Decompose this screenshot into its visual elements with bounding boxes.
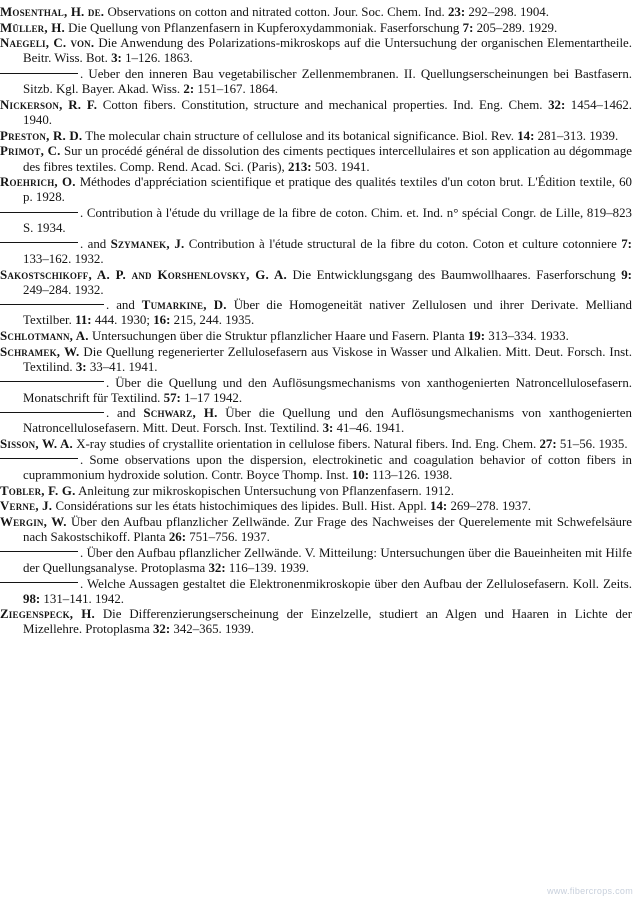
reference-volume: 16:	[153, 313, 171, 328]
reference-entry	[0, 268, 632, 298]
reference-pages: 751–756. 1937.	[189, 530, 270, 545]
reference-author: Primot, C.	[0, 144, 61, 159]
reference-coauthor: Szymanek, J.	[110, 236, 185, 251]
reference-author: Roehrich, O.	[0, 175, 76, 190]
reference-volume: 213:	[287, 159, 312, 174]
reference-entry: . Contribution à l'étude du vrillage de la fibre de coton. Chim. et. Ind. n° spécial Congr. de Lille, 819–823 S. 1934.	[0, 206, 632, 236]
reference-entry: . and Schwarz, H. Über die Quellung und den Auflösungsmechanisms von xanthogenierten Natroncellulosefasern. Mitt. Deut. Forsch. Inst. Textilind. 3: 41–46. 1941.	[0, 406, 632, 436]
reference-author: Verne, J.	[0, 499, 53, 514]
reference-text: Die Differenzierungserscheinung der Einzelzelle, studiert an Algen und Haaren in Lichte der Mizellehre. Protoplasma	[23, 607, 632, 637]
reference-entry: . and Tumarkine, D. Über die Homogeneität nativer Zellulosen und ihrer Derivate. Melliand Textilber. 11: 444. 1930; 16: 215, 244. 1935.	[0, 298, 632, 328]
reference-entry	[0, 175, 632, 205]
reference-volume: 14:	[430, 499, 448, 514]
reference-volume: 7:	[462, 20, 474, 35]
reference-pages: 151–167. 1864.	[197, 82, 278, 97]
reference-pages: 113–126. 1938.	[372, 467, 453, 482]
ditto-dash	[0, 412, 104, 413]
reference-volume: 98:	[23, 591, 41, 606]
reference-volume: 10:	[351, 467, 370, 482]
reference-author: Ziegenspeck, H.	[0, 607, 95, 622]
ditto-dash	[0, 582, 78, 583]
reference-author: Tobler, F. G.	[0, 483, 76, 498]
reference-entry	[0, 129, 632, 144]
reference-volume: 7:	[621, 236, 632, 251]
reference-entry	[0, 5, 632, 20]
reference-text: Méthodes d'appréciation scientifique et pratique des qualités textiles d'un coton brut. L'Édition textile, 60 p. 1928.	[23, 175, 632, 205]
reference-pages: 41–46. 1941.	[336, 421, 405, 436]
reference-text: and	[116, 298, 142, 313]
reference-pages: 1454–1462. 1940.	[23, 97, 632, 128]
reference-entry	[0, 36, 632, 66]
reference-text: Über den Aufbau pflanzlicher Zellwände. V. Mitteilung: Untersuchungen über die Baueinheiten mit Hilfe der Quellungsanalyse. Protoplasma	[23, 545, 632, 575]
ditto-dash	[0, 304, 104, 305]
reference-pages: 444. 1930;	[94, 313, 150, 328]
reference-volume: 27:	[539, 437, 557, 452]
reference-volume: 3:	[111, 51, 122, 66]
reference-volume: 3:	[75, 359, 87, 374]
reference-author: Nickerson, R. F.	[0, 97, 98, 112]
reference-pages: 313–334. 1933.	[488, 329, 569, 344]
reference-entry: . Über die Quellung und den Auflösungsmechanisms von xanthogenierten Natroncellulosefasern. Monatschrift für Textilind. 57: 1–17 1942.	[0, 376, 632, 406]
reference-entry: . Ueber den inneren Bau vegetabilischer Zellenmembranen. II. Quellungserscheinungen bei Bastfasern. Sitzb. Kgl. Bayer. Akad. Wiss. 2: 151–167. 1864.	[0, 67, 632, 97]
reference-text: Die Entwicklungsgang des Baumwollhaares. Faserforschung	[292, 267, 616, 282]
reference-text: The molecular chain structure of cellulose and its botanical significance. Biol. Rev.	[85, 128, 514, 143]
reference-pages: 269–278. 1937.	[450, 499, 532, 514]
reference-pages: 33–41. 1941.	[89, 359, 158, 374]
reference-author: Naegeli, C. von.	[0, 36, 95, 51]
reference-volume: 2:	[183, 82, 195, 97]
reference-entry	[0, 437, 632, 452]
reference-volume: 57:	[163, 390, 181, 405]
reference-entry	[0, 607, 632, 637]
ditto-dash	[0, 381, 104, 382]
reference-volume: 3:	[322, 421, 334, 436]
reference-volume: 9:	[621, 267, 632, 282]
reference-author: Wergin, W.	[0, 514, 67, 529]
reference-pages: 51–56. 1935.	[559, 437, 628, 452]
reference-pages: 503. 1941.	[314, 159, 370, 174]
reference-list	[0, 5, 632, 638]
reference-text: X-ray studies of crystallite orientation in cellulose fibers. Natural fibers. Ind. Eng. Chem.	[76, 437, 537, 452]
reference-text: Die Quellung regenerierter Zellulosefasern aus Viskose in Wasser und Alkalien. Mitt. Deut. Forsch. Inst. Textilind.	[23, 344, 632, 374]
reference-coauthor: Schwarz, H.	[143, 406, 218, 421]
reference-text: Observations on cotton and nitrated cotton. Jour. Soc. Chem. Ind.	[107, 5, 445, 19]
reference-text: Über die Quellung und den Auflösungsmechanisms von xanthogenierten Natroncellulosefasern. Monatschrift für Textilind.	[23, 375, 632, 405]
reference-text: Contribution à l'étude structural de la fibre du coton. Coton et culture cotonniere	[188, 236, 617, 251]
reference-entry	[0, 499, 632, 514]
reference-volume: 23:	[447, 5, 466, 19]
reference-pages: 292–298. 1904.	[468, 5, 549, 19]
reference-text: Über die Quellung und den Auflösungsmechanisms von xanthogenierten Natroncellulosefasern. Mitt. Deut. Forsch. Inst. Textilind.	[23, 406, 632, 436]
ditto-dash	[0, 551, 78, 552]
reference-author: Müller, H.	[0, 20, 65, 35]
reference-entry: . Über den Aufbau pflanzlicher Zellwände. V. Mitteilung: Untersuchungen über die Baueinheiten mit Hilfe der Quellungsanalyse. Protoplasma 32: 116–139. 1939.	[0, 546, 632, 576]
reference-volume: 14:	[517, 128, 535, 143]
reference-volume: 32:	[208, 560, 226, 575]
ditto-dash	[0, 242, 78, 243]
reference-entry: . and Szymanek, J. Contribution à l'étude structural de la fibre du coton. Coton et culture cotonniere 7: 133–162. 1932.	[0, 237, 632, 267]
reference-text: Sur un procédé général de dissolution des ciments pectiques intercellulaires et son application au dégommage des fibres textiles. Comp. Rend. Acad. Sci. (Paris),	[23, 144, 632, 174]
reference-text: Contribution à l'étude du vrillage de la fibre de coton. Chim. et. Ind. n° spécial Congr. de Lille, 819–823 S. 1934.	[23, 205, 633, 236]
reference-entry	[0, 345, 632, 375]
reference-pages: 1–126. 1863.	[125, 51, 193, 66]
reference-text: and	[87, 236, 111, 251]
reference-volume: 11:	[75, 313, 92, 328]
reference-entry	[0, 144, 632, 174]
reference-author: Sisson, W. A.	[0, 437, 73, 452]
reference-volume: 32:	[152, 622, 171, 637]
reference-coauthor: Tumarkine, D.	[141, 298, 227, 313]
reference-text: Die Anwendung des Polarizations-mikroskops auf die Untersuchung der organischen Elementartheile. Beitr. Wiss. Bot.	[23, 36, 632, 66]
reference-entry	[0, 484, 632, 499]
reference-text: Untersuchungen über die Struktur pflanzlicher Haare und Fasern. Planta	[91, 329, 465, 344]
reference-text: Die Quellung von Pflanzenfasern in Kupferoxydammoniak. Faserforschung	[68, 20, 460, 35]
reference-pages: 281–313. 1939.	[537, 128, 619, 143]
reference-author: Schramek, W.	[0, 344, 80, 359]
ditto-dash	[0, 212, 78, 213]
reference-text: Über die Homogeneität nativer Zellulosen und ihrer Derivate. Melliand Textilber.	[23, 298, 632, 328]
reference-pages: 131–141. 1942.	[43, 591, 124, 606]
reference-entry	[0, 98, 632, 128]
reference-text: Some observations upon the dispersion, electrokinetic and coagulation behavior of cotton fibers in cuprammonium hydroxide solution. Contr. Boyce Thomp. Inst.	[23, 452, 632, 482]
reference-text: Anleitung zur mikroskopischen Untersuchung von Pflanzenfasern. 1912.	[78, 483, 454, 498]
reference-text: Cotton fibers. Constitution, structure and mechanical properties. Ind. Eng. Chem.	[102, 97, 543, 112]
reference-author: Preston, R. D.	[0, 128, 83, 143]
ditto-dash	[0, 458, 78, 459]
reference-pages: 1–17 1942.	[184, 390, 243, 405]
reference-author: Sakostschikoff, A. P. and Korshenlovsky, G. A.	[0, 267, 287, 282]
reference-entry	[0, 329, 632, 344]
reference-pages: 205–289. 1929.	[476, 20, 558, 35]
reference-volume: 26:	[168, 530, 187, 545]
reference-text: Welche Aussagen gestaltet die Elektronenmikroskopie über den Aufbau der Zellulosefasern. Koll. Zeits.	[86, 576, 632, 591]
reference-volume: 19:	[467, 329, 486, 344]
reference-volume: 32:	[548, 97, 566, 112]
ditto-dash	[0, 73, 78, 74]
reference-author: Mosenthal, H. de.	[0, 5, 105, 19]
watermark: www.fibercrops.com	[547, 886, 633, 896]
reference-pages: 342–365. 1939.	[173, 622, 254, 637]
reference-text: Considérations sur les états histochimiques des lipides. Bull. Hist. Appl.	[55, 499, 427, 514]
reference-entry: . Some observations upon the dispersion, electrokinetic and coagulation behavior of cotton fibers in cuprammonium hydroxide solution. Contr. Boyce Thomp. Inst. 10: 113–126. 1938.	[0, 453, 632, 483]
reference-pages: 116–139. 1939.	[228, 560, 309, 575]
reference-text: and	[117, 406, 144, 421]
reference-pages: 215, 244. 1935.	[173, 313, 255, 328]
reference-entry	[0, 515, 632, 545]
reference-pages: 133–162. 1932.	[23, 251, 104, 266]
bibliography-page	[0, 3, 640, 900]
reference-entry: . Welche Aussagen gestaltet die Elektronenmikroskopie über den Aufbau der Zellulosefasern. Koll. Zeits. 98: 131–141. 1942.	[0, 577, 632, 607]
reference-text: Ueber den inneren Bau vegetabilischer Zellenmembranen. II. Quellungserscheinungen bei Bastfasern. Sitzb. Kgl. Bayer. Akad. Wiss.	[23, 67, 632, 97]
reference-entry	[0, 21, 632, 36]
reference-author: Schlotmann, A.	[0, 329, 89, 344]
reference-text: Über den Aufbau pflanzlicher Zellwände. Zur Frage des Nachweises der Querelemente mit Schwefelsäure nach Sakostschikoff. Planta	[23, 514, 632, 545]
reference-pages: 249–284. 1932.	[23, 282, 104, 297]
